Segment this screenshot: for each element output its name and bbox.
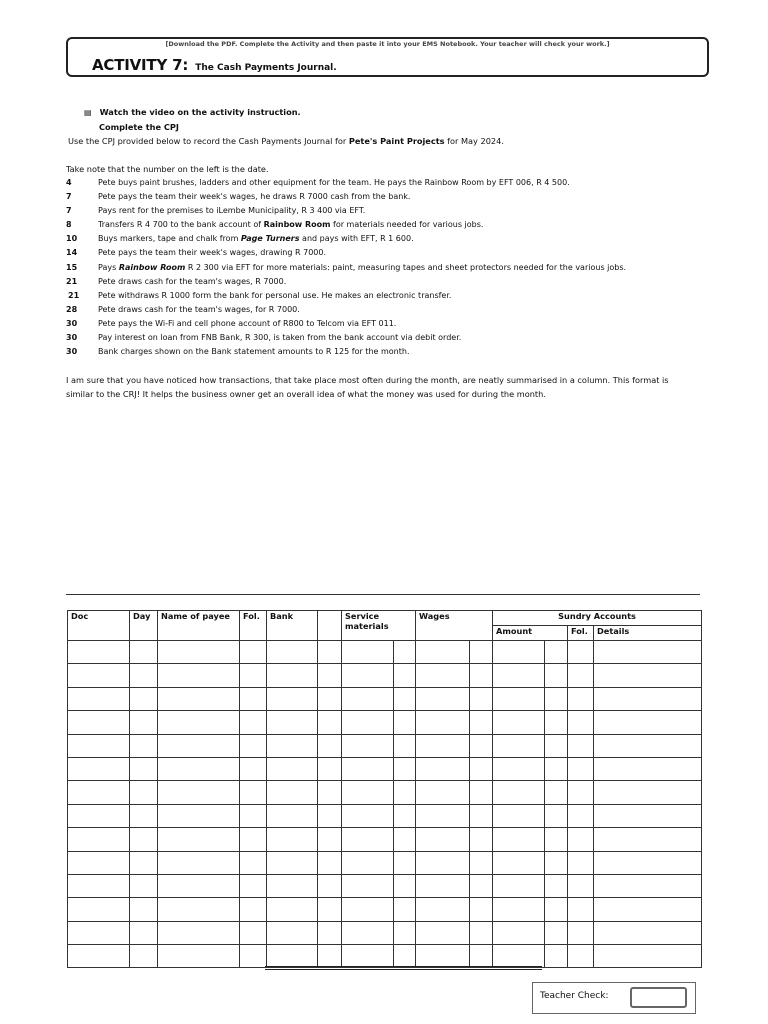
journal-cell[interactable] <box>493 641 545 664</box>
journal-cell[interactable] <box>342 874 394 897</box>
journal-cell[interactable] <box>240 711 267 734</box>
journal-cell[interactable] <box>318 898 342 921</box>
transaction-row <box>66 347 706 361</box>
total-underline <box>265 966 542 967</box>
journal-cell[interactable] <box>594 781 702 804</box>
supplier-name: Rainbow Room <box>118 262 186 272</box>
transaction-text <box>98 234 414 243</box>
journal-cell[interactable] <box>68 921 130 944</box>
journal-cell[interactable] <box>130 804 158 827</box>
table-row <box>68 851 702 874</box>
journal-cell[interactable] <box>470 851 493 874</box>
table-row <box>68 945 702 968</box>
journal-cell[interactable] <box>267 921 318 944</box>
journal-cell[interactable] <box>240 664 267 687</box>
table-row <box>68 757 702 780</box>
journal-cell[interactable] <box>545 664 568 687</box>
journal-cell[interactable] <box>568 687 594 710</box>
journal-cell[interactable] <box>545 874 568 897</box>
journal-cell[interactable] <box>416 711 470 734</box>
transaction-row <box>66 333 706 347</box>
journal-cell[interactable] <box>318 851 342 874</box>
journal-cell[interactable] <box>470 921 493 944</box>
journal-cell[interactable] <box>568 851 594 874</box>
journal-cell[interactable] <box>470 757 493 780</box>
journal-cell[interactable] <box>416 757 470 780</box>
table-row <box>68 804 702 827</box>
journal-cell[interactable] <box>68 664 130 687</box>
journal-cell[interactable] <box>68 874 130 897</box>
header-day: Day <box>130 611 158 641</box>
table-header-row <box>68 611 702 626</box>
journal-cell[interactable] <box>342 664 394 687</box>
journal-cell[interactable] <box>318 687 342 710</box>
journal-cell[interactable] <box>493 828 545 851</box>
journal-cell[interactable] <box>568 781 594 804</box>
transaction-text: Pete buys paint brushes, ladders and other equipment for the team. He pays the Rainbow Room by EFT 006, R 4 500. <box>98 178 570 187</box>
header-sundry-fol: Fol. <box>568 626 594 641</box>
journal-cell[interactable] <box>68 898 130 921</box>
journal-cell[interactable] <box>545 641 568 664</box>
journal-cell[interactable] <box>594 734 702 757</box>
journal-cell[interactable] <box>568 641 594 664</box>
journal-cell[interactable] <box>267 687 318 710</box>
journal-cell[interactable] <box>240 945 267 968</box>
journal-cell[interactable] <box>318 945 342 968</box>
journal-cell[interactable] <box>394 711 416 734</box>
journal-cell[interactable] <box>394 828 416 851</box>
transaction-text: Pete draws cash for the team's wages, R 7000. <box>98 276 287 286</box>
teacher-check-field[interactable] <box>630 987 687 1008</box>
header-service: Service <box>345 611 380 621</box>
transaction-text-part: R 2 300 via EFT for more materials: paint, measuring tapes and sheet protectors needed for the various jobs. <box>185 262 627 272</box>
journal-cell[interactable] <box>470 711 493 734</box>
use-suffix: for May 2024. <box>444 136 504 146</box>
journal-cell[interactable] <box>416 664 470 687</box>
transaction-row <box>66 220 706 234</box>
journal-cell[interactable] <box>594 687 702 710</box>
journal-cell[interactable] <box>240 687 267 710</box>
header-sundry-accounts: Sundry Accounts <box>493 611 702 626</box>
transaction-text: Pete draws cash for the team's wages, for R 7000. <box>98 304 300 314</box>
summary-paragraph: I am sure that you have noticed how transactions, that take place most often during the month, are neatly summarised in a column. This format is similar to the CRJ! It helps the business owner get an overall idea of what the money was used for during the month. <box>66 375 669 399</box>
table-row <box>68 711 702 734</box>
journal-cell[interactable] <box>240 874 267 897</box>
transaction-day: 30 <box>66 333 78 343</box>
journal-cell[interactable] <box>342 828 394 851</box>
journal-cell[interactable] <box>394 757 416 780</box>
take-note: Take note that the number on the left is the date. <box>66 164 269 174</box>
table-row <box>68 781 702 804</box>
teacher-check-box <box>532 982 696 1014</box>
journal-cell[interactable] <box>416 734 470 757</box>
journal-cell[interactable] <box>416 898 470 921</box>
transaction-text: Pete pays the team their week's wages, drawing R 7000. <box>98 248 326 258</box>
journal-cell[interactable] <box>158 757 240 780</box>
transaction-row <box>66 305 706 319</box>
journal-cell[interactable] <box>470 828 493 851</box>
journal-cell[interactable] <box>470 898 493 921</box>
header-service-materials <box>342 611 416 641</box>
transaction-row <box>66 319 706 333</box>
journal-cell[interactable] <box>568 711 594 734</box>
transaction-text: Pete withdraws R 1000 form the bank for personal use. He makes an electronic transfer. <box>98 290 452 300</box>
journal-cell[interactable] <box>342 734 394 757</box>
journal-cell[interactable] <box>416 828 470 851</box>
journal-cell[interactable] <box>130 641 158 664</box>
transaction-text: Pays rent for the premises to iLembe Municipality, R 3 400 via EFT. <box>98 206 366 216</box>
separator-rule <box>66 594 700 595</box>
transaction-row <box>66 248 706 262</box>
journal-cell[interactable] <box>267 641 318 664</box>
transaction-row <box>66 277 706 291</box>
activity-title: ACTIVITY 7: <box>92 56 189 74</box>
transaction-text-part: for materials needed for various jobs. <box>330 220 484 230</box>
journal-cell[interactable] <box>158 898 240 921</box>
table-row <box>68 641 702 664</box>
transaction-day: 10 <box>66 234 78 244</box>
table-row <box>68 898 702 921</box>
teacher-check-label: Teacher Check: <box>540 991 609 1001</box>
total-double-underline <box>265 969 542 970</box>
journal-cell[interactable] <box>267 898 318 921</box>
transaction-row <box>66 206 706 220</box>
transaction-text <box>98 263 626 272</box>
journal-cell[interactable] <box>416 945 470 968</box>
header-doc: Doc <box>68 611 130 641</box>
journal-cell[interactable] <box>416 781 470 804</box>
transaction-day: 15 <box>66 262 78 272</box>
header-amount: Amount <box>493 626 568 641</box>
table-row <box>68 687 702 710</box>
journal-cell[interactable] <box>545 711 568 734</box>
journal-cell[interactable] <box>594 828 702 851</box>
journal-cell[interactable] <box>158 711 240 734</box>
journal-cell[interactable] <box>130 828 158 851</box>
journal-cell[interactable] <box>493 851 545 874</box>
journal-cell[interactable] <box>267 711 318 734</box>
journal-cell[interactable] <box>568 757 594 780</box>
transaction-day: 28 <box>66 304 78 314</box>
journal-cell[interactable] <box>545 828 568 851</box>
transaction-day: 30 <box>66 318 78 328</box>
journal-cell[interactable] <box>318 641 342 664</box>
activity-title-row <box>92 55 337 74</box>
journal-cell[interactable] <box>267 804 318 827</box>
journal-cell[interactable] <box>130 781 158 804</box>
activity-subtitle: The Cash Payments Journal. <box>195 63 337 73</box>
journal-cell[interactable] <box>267 874 318 897</box>
journal-cell[interactable] <box>545 781 568 804</box>
watch-text: Watch the video on the activity instruction. <box>99 107 301 117</box>
journal-cell[interactable] <box>342 757 394 780</box>
journal-cell[interactable] <box>493 781 545 804</box>
transaction-text: Pete pays the team their week's wages, he draws R 7000 cash from the bank. <box>98 192 411 202</box>
journal-cell[interactable] <box>267 781 318 804</box>
journal-cell[interactable] <box>158 664 240 687</box>
journal-cell[interactable] <box>568 874 594 897</box>
journal-cell[interactable] <box>267 734 318 757</box>
journal-cell[interactable] <box>240 851 267 874</box>
transaction-text-part: and pays with EFT, R 1 600. <box>299 234 414 244</box>
journal-cell[interactable] <box>394 921 416 944</box>
use-prefix: Use the CPJ provided below to record the Cash Payments Journal for <box>68 136 349 146</box>
journal-cell[interactable] <box>158 641 240 664</box>
journal-cell[interactable] <box>594 898 702 921</box>
journal-cell[interactable] <box>240 781 267 804</box>
journal-cell[interactable] <box>68 851 130 874</box>
journal-cell[interactable] <box>267 664 318 687</box>
journal-cell[interactable] <box>130 734 158 757</box>
header-materials: materials <box>345 621 389 631</box>
journal-cell[interactable] <box>158 921 240 944</box>
journal-cell[interactable] <box>158 804 240 827</box>
journal-cell[interactable] <box>130 921 158 944</box>
journal-cell[interactable] <box>568 734 594 757</box>
journal-cell[interactable] <box>394 874 416 897</box>
transaction-row <box>66 263 706 277</box>
journal-cell[interactable] <box>493 711 545 734</box>
journal-cell[interactable] <box>240 828 267 851</box>
journal-cell[interactable] <box>493 945 545 968</box>
transactions-list <box>66 178 706 361</box>
journal-cell[interactable] <box>394 781 416 804</box>
journal-cell[interactable] <box>240 734 267 757</box>
table-row <box>68 874 702 897</box>
journal-cell[interactable] <box>130 851 158 874</box>
journal-cell[interactable] <box>416 874 470 897</box>
journal-cell[interactable] <box>470 664 493 687</box>
journal-cell[interactable] <box>267 945 318 968</box>
journal-cell[interactable] <box>130 945 158 968</box>
journal-cell[interactable] <box>342 641 394 664</box>
journal-cell[interactable] <box>394 734 416 757</box>
journal-cell[interactable] <box>470 641 493 664</box>
activity-header <box>66 37 709 77</box>
supplier-name: Page Turners <box>240 234 300 244</box>
supplier-name: Rainbow Room <box>263 220 331 230</box>
journal-cell[interactable] <box>318 921 342 944</box>
journal-cell[interactable] <box>493 898 545 921</box>
journal-cell[interactable] <box>493 687 545 710</box>
journal-cell[interactable] <box>394 641 416 664</box>
journal-cell[interactable] <box>470 804 493 827</box>
journal-cell[interactable] <box>394 945 416 968</box>
journal-cell[interactable] <box>240 804 267 827</box>
transaction-text: Pay interest on loan from FNB Bank, R 300, is taken from the bank account via debit order. <box>98 333 462 343</box>
transaction-day: 7 <box>66 192 72 202</box>
journal-cell[interactable] <box>68 641 130 664</box>
journal-cell[interactable] <box>568 664 594 687</box>
use-cpj-instruction <box>68 136 504 146</box>
header-details: Details <box>594 626 702 641</box>
journal-cell[interactable] <box>594 851 702 874</box>
journal-cell[interactable] <box>158 851 240 874</box>
journal-cell[interactable] <box>158 874 240 897</box>
journal-cell[interactable] <box>68 828 130 851</box>
journal-cell[interactable] <box>416 687 470 710</box>
journal-cell[interactable] <box>568 804 594 827</box>
journal-cell[interactable] <box>158 828 240 851</box>
header-bank-cents <box>318 611 342 641</box>
table-row <box>68 921 702 944</box>
journal-cell[interactable] <box>470 874 493 897</box>
transaction-text <box>98 220 483 229</box>
transaction-row <box>66 192 706 206</box>
transaction-row <box>66 291 706 305</box>
transaction-text: Pete pays the Wi-Fi and cell phone account of R800 to Telcom via EFT 011. <box>98 318 397 328</box>
journal-cell[interactable] <box>493 921 545 944</box>
journal-cell[interactable] <box>416 804 470 827</box>
journal-cell[interactable] <box>158 687 240 710</box>
journal-cell[interactable] <box>68 781 130 804</box>
table-row <box>68 664 702 687</box>
journal-cell[interactable] <box>68 734 130 757</box>
journal-cell[interactable] <box>342 804 394 827</box>
journal-cell[interactable] <box>318 781 342 804</box>
watch-instruction <box>84 107 301 117</box>
journal-cell[interactable] <box>130 898 158 921</box>
journal-cell[interactable] <box>130 711 158 734</box>
journal-cell[interactable] <box>318 828 342 851</box>
journal-cell[interactable] <box>240 921 267 944</box>
journal-cell[interactable] <box>130 874 158 897</box>
journal-cell[interactable] <box>394 851 416 874</box>
transaction-text: Bank charges shown on the Bank statement amounts to R 125 for the month. <box>98 347 410 357</box>
journal-cell[interactable] <box>318 804 342 827</box>
table-row <box>68 734 702 757</box>
journal-cell[interactable] <box>594 664 702 687</box>
download-note: [Download the PDF. Complete the Activity and then paste it into your EMS Notebook. Your teacher will check your work.] <box>165 40 610 48</box>
cash-payments-journal-table <box>67 610 702 968</box>
journal-cell[interactable] <box>545 804 568 827</box>
journal-cell[interactable] <box>394 687 416 710</box>
journal-cell[interactable] <box>416 641 470 664</box>
journal-cell[interactable] <box>130 757 158 780</box>
table-row <box>68 828 702 851</box>
journal-cell[interactable] <box>158 945 240 968</box>
journal-cell[interactable] <box>394 898 416 921</box>
journal-cell[interactable] <box>240 757 267 780</box>
journal-cell[interactable] <box>545 734 568 757</box>
journal-cell[interactable] <box>470 945 493 968</box>
transaction-day: 7 <box>66 206 72 216</box>
business-name: Pete's Paint Projects <box>348 136 445 146</box>
journal-cell[interactable] <box>267 851 318 874</box>
journal-cell[interactable] <box>342 945 394 968</box>
journal-cell[interactable] <box>318 757 342 780</box>
journal-cell[interactable] <box>493 664 545 687</box>
video-icon: ▤ <box>84 108 92 117</box>
journal-cell[interactable] <box>594 711 702 734</box>
journal-cell[interactable] <box>68 804 130 827</box>
header-wages: Wages <box>416 611 493 641</box>
journal-cell[interactable] <box>240 898 267 921</box>
journal-cell[interactable] <box>68 687 130 710</box>
journal-cell[interactable] <box>342 851 394 874</box>
journal-cell[interactable] <box>318 734 342 757</box>
journal-cell[interactable] <box>568 898 594 921</box>
journal-cell[interactable] <box>545 945 568 968</box>
journal-cell[interactable] <box>416 851 470 874</box>
journal-cell[interactable] <box>130 687 158 710</box>
transaction-day: 30 <box>66 347 78 357</box>
journal-cell[interactable] <box>545 687 568 710</box>
header-payee: Name of payee <box>158 611 240 641</box>
journal-cell[interactable] <box>68 757 130 780</box>
journal-cell[interactable] <box>68 711 130 734</box>
transaction-text-part: Pays <box>98 262 119 272</box>
journal-cell[interactable] <box>342 921 394 944</box>
journal-cell[interactable] <box>493 874 545 897</box>
journal-cell[interactable] <box>545 898 568 921</box>
journal-cell[interactable] <box>545 757 568 780</box>
transaction-day: 14 <box>66 248 78 258</box>
journal-cell[interactable] <box>545 921 568 944</box>
journal-cell[interactable] <box>267 757 318 780</box>
journal-cell[interactable] <box>68 945 130 968</box>
journal-cell[interactable] <box>568 828 594 851</box>
journal-cell[interactable] <box>594 945 702 968</box>
transaction-row <box>66 178 706 192</box>
journal-cell[interactable] <box>568 921 594 944</box>
journal-cell[interactable] <box>240 641 267 664</box>
journal-cell[interactable] <box>342 781 394 804</box>
journal-cell[interactable] <box>342 711 394 734</box>
journal-cell[interactable] <box>545 851 568 874</box>
journal-cell[interactable] <box>342 687 394 710</box>
journal-cell[interactable] <box>594 804 702 827</box>
journal-cell[interactable] <box>158 734 240 757</box>
journal-cell[interactable] <box>267 828 318 851</box>
transaction-row <box>66 234 706 248</box>
journal-cell[interactable] <box>594 874 702 897</box>
journal-cell[interactable] <box>394 664 416 687</box>
journal-cell[interactable] <box>594 921 702 944</box>
journal-cell[interactable] <box>318 711 342 734</box>
transaction-day: 21 <box>66 276 78 286</box>
journal-cell[interactable] <box>594 757 702 780</box>
journal-cell[interactable] <box>158 781 240 804</box>
journal-cell[interactable] <box>416 921 470 944</box>
transaction-day: 8 <box>66 220 72 230</box>
transaction-day: 4 <box>66 178 72 187</box>
journal-cell[interactable] <box>318 664 342 687</box>
journal-cell[interactable] <box>594 641 702 664</box>
journal-cell[interactable] <box>318 874 342 897</box>
journal-cell[interactable] <box>493 734 545 757</box>
transaction-text-part: Buys markers, tape and chalk from <box>98 234 241 244</box>
journal-cell[interactable] <box>470 781 493 804</box>
journal-cell[interactable] <box>342 898 394 921</box>
journal-cell[interactable] <box>394 804 416 827</box>
journal-cell[interactable] <box>470 734 493 757</box>
journal-cell[interactable] <box>493 757 545 780</box>
header-fol: Fol. <box>240 611 267 641</box>
journal-body <box>68 641 702 968</box>
journal-cell[interactable] <box>568 945 594 968</box>
complete-instruction: Complete the CPJ <box>99 122 179 132</box>
transaction-text-part: Transfers R 4 700 to the bank account of <box>98 220 264 230</box>
journal-cell[interactable] <box>130 664 158 687</box>
journal-cell[interactable] <box>470 687 493 710</box>
journal-cell[interactable] <box>493 804 545 827</box>
transaction-day: 21 <box>68 290 80 300</box>
header-bank: Bank <box>267 611 318 641</box>
